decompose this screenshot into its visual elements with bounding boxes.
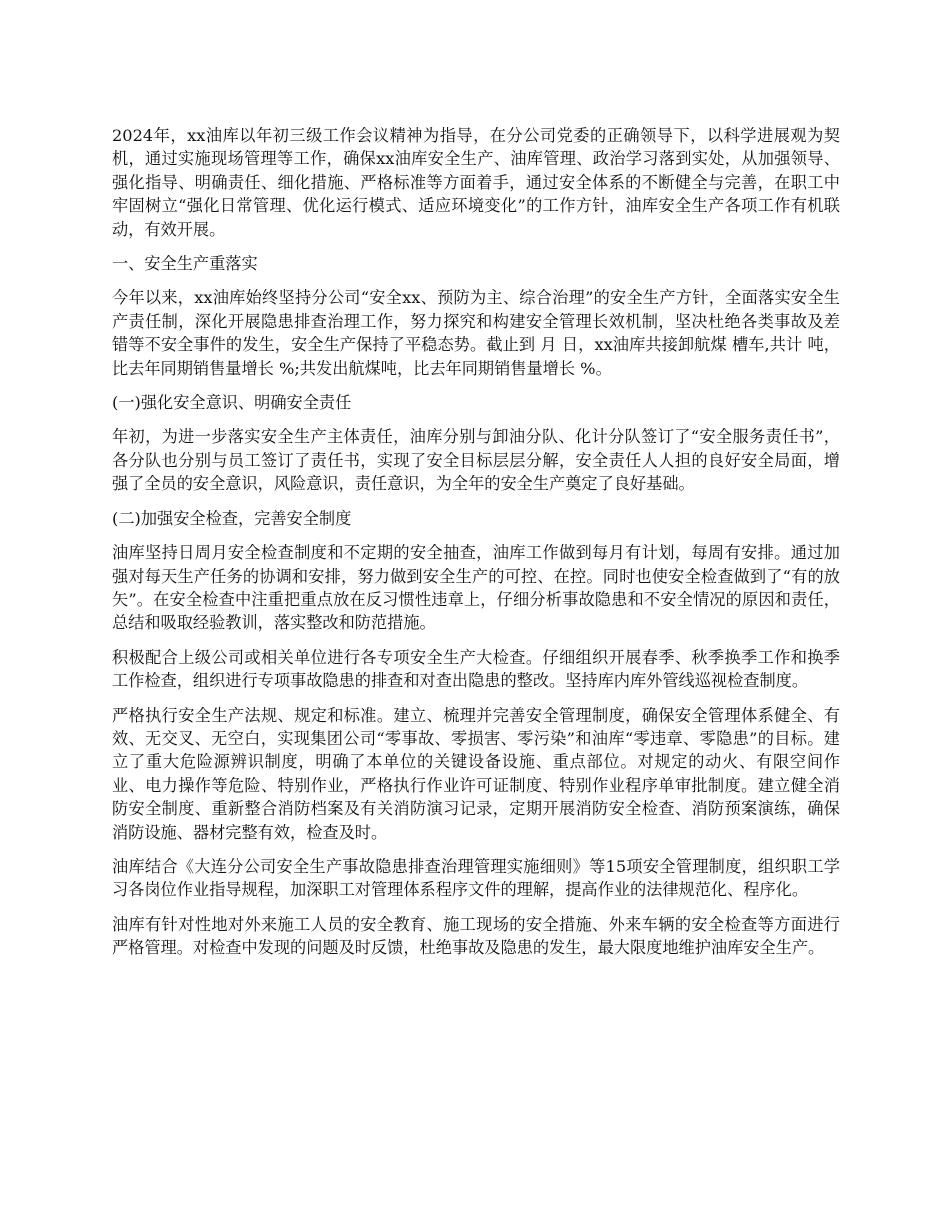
awareness-paragraph: 年初，为进一步落实安全生产主体责任，油库分别与卸油分队、化计分队签订了“安全服务责任书”，各分队也分别与员工签订了责任书，实现了安全目标层层分解，安全责任人人担的良好安全局面，增强了全员的安全意识，风险意识，责任意识，为全年的安全生产奠定了良好基础。 xyxy=(112,427,840,494)
document-body xyxy=(112,124,840,971)
intro-paragraph: 2024年，xx油库以年初三级工作会议精神为指导，在分公司党委的正确领导下，以科学进展观为契机，通过实施现场管理等工作，确保xx油库安全生产、油库管理、政治学习落到实处，从加强领导、强化指导、明确责任、细化措施、严格标准等方面着手，通过安全体系的不断健全与完善，在职工中牢固树立“强化日常管理、优化运行模式、适应环境变化”的工作方针，油库安全生产各项工作有机联动，有效开展。 xyxy=(112,126,840,239)
safety-overview-paragraph: 今年以来，xx油库始终坚持分公司“安全xx、预防为主、综合治理”的安全生产方针，全面落实安全生产责任制，深化开展隐患排查治理工作，努力探究和构建安全管理长效机制，坚决杜绝各类事故及差错等不安全事件的发生，安全生产保持了平稳态势。截止到 月 日，xx油库共接卸航煤 槽车,共计 吨，比去年同期销售量增长 %;共发出航煤吨，比去年同期销售量增长 %。 xyxy=(112,288,840,378)
contractor-management-paragraph: 油库有针对性地对外来施工人员的安全教育、施工现场的安全措施、外来车辆的安全检查等方面进行严格管理。对检查中发现的问题及时反馈，杜绝事故及隐患的发生，最大限度地维护油库安全生产。 xyxy=(112,914,840,958)
section-heading-safety: 一、安全生产重落实 xyxy=(112,254,258,274)
subsection-heading-inspection: (二)加强安全检查，完善安全制度 xyxy=(112,508,352,528)
special-inspection-paragraph: 积极配合上级公司或相关单位进行各专项安全生产大检查。仔细组织开展春季、秋季换季工作和换季工作检查，组织进行专项事故隐患的排查和对查出隐患的整改。坚持库内库外管线巡视检查制度。 xyxy=(112,647,840,691)
management-rules-paragraph: 油库结合《大连分公司安全生产事故隐患排查治理管理实施细则》等15项安全管理制度，组织职工学习各岗位作业指导规程，加深职工对管理体系程序文件的理解，提高作业的法律规范化、程序化。 xyxy=(112,856,840,900)
regulations-paragraph: 严格执行安全生产法规、规定和标准。建立、梳理并完善安全管理制度，确保安全管理体系健全、有效、无交叉、无空白，实现集团公司“零事故、零损害、零污染”和油库“零违章、零隐患”的目标。建立了重大危险源辨识制度，明确了本单位的关键设备设施、重点部位。对规定的动火、有限空间作业、电力操作等危险、特别作业，严格执行作业许可证制度、特别作业程序单审批制度。建立健全消防安全制度、重新整合消防档案及有关消防演习记录，定期开展消防安全检查、消防预案演练，确保消防设施、器材完整有效，检查及时。 xyxy=(112,705,840,842)
subsection-heading-awareness: (一)强化安全意识、明确安全责任 xyxy=(112,393,352,413)
inspection-paragraph: 油库坚持日周月安全检查制度和不定期的安全抽查，油库工作做到每月有计划，每周有安排。通过加强对每天生产任务的协调和安排，努力做到安全生产的可控、在控。同时也使安全检查做到了“有的放矢”。在安全检查中注重把重点放在反习惯性违章上，仔细分析事故隐患和不安全情况的原因和责任，总结和吸取经验教训，落实整改和防范措施。 xyxy=(112,543,840,633)
